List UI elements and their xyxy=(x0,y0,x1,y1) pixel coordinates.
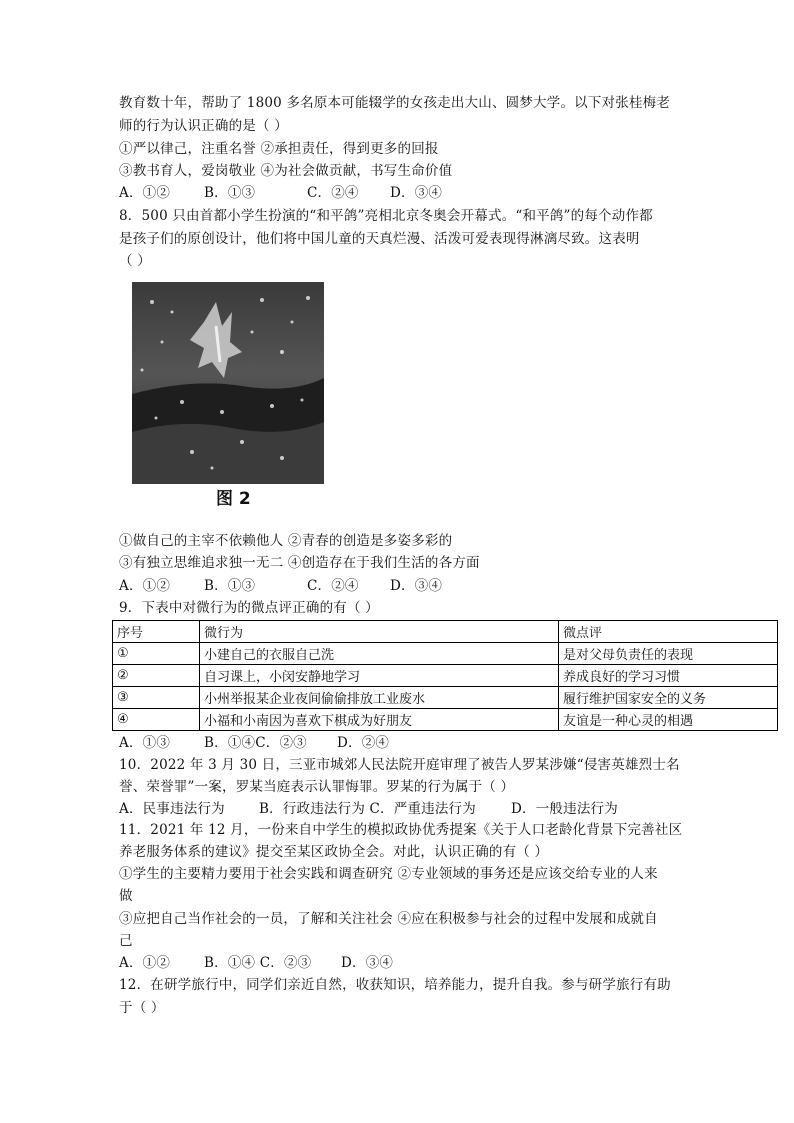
q7-option-a: A．①② xyxy=(119,185,171,201)
q8-options xyxy=(119,576,442,596)
header-number: 序号 xyxy=(113,621,200,643)
table-row xyxy=(113,665,778,687)
q11-line2: 养老服务体系的建议》提交至某区政协全会。对此，认识正确的有（ ） xyxy=(119,844,549,860)
row-comment: 履行维护国家安全的义务 xyxy=(559,687,778,709)
q7-option-b: B．①③ xyxy=(204,185,256,201)
photo-image xyxy=(132,282,324,484)
q7-option-d: D．③④ xyxy=(390,185,443,201)
table-row xyxy=(113,687,778,709)
row-behavior: 自习课上，小闵安静地学习 xyxy=(200,665,559,687)
q10-option-a: A．民事违法行为 xyxy=(119,801,225,817)
q12-line2: 于（ ） xyxy=(119,1000,165,1016)
row-number: ① xyxy=(113,643,200,665)
header-comment: 微点评 xyxy=(559,621,778,643)
q11-option-d: D．③④ xyxy=(341,955,394,971)
q8-line1: 8．500 只由首都小学生扮演的“和平鸽”亮相北京冬奥会开幕式。“和平鸽”的每个动作都 xyxy=(119,208,653,224)
q12-line1: 12．在研学旅行中，同学们亲近自然，收获知识，培养能力，提升自我。参与研学旅行有助 xyxy=(119,977,671,993)
table-header-row xyxy=(113,621,778,643)
q8-line3: （ ） xyxy=(119,253,151,269)
q8-option-a: A．①② xyxy=(119,578,171,594)
q8-option-c: C．②④ xyxy=(307,578,359,594)
row-comment: 养成良好的学习习惯 xyxy=(559,665,778,687)
q10-line1: 10．2022 年 3 月 30 日，三亚市城郊人民法院开庭审理了被告人罗某涉嫌“侵害英雄烈士名 xyxy=(119,757,680,773)
row-number: ③ xyxy=(113,687,200,709)
row-behavior: 小州举报某企业夜间偷偷排放工业废水 xyxy=(200,687,559,709)
q10-option-d: D．一般违法行为 xyxy=(511,801,618,817)
q11-statement-2-cont: 己 xyxy=(119,933,133,949)
row-comment: 友谊是一种心灵的相遇 xyxy=(559,709,778,731)
q7-line1: 教育数十年，帮助了 1800 多名原本可能辍学的女孩走出大山、圆梦大学。以下对张桂梅老 xyxy=(119,95,671,111)
q11-option-bc: B．①④ C．②③ xyxy=(204,955,312,971)
q9-options xyxy=(119,733,389,753)
q10-options xyxy=(119,799,618,819)
q9-option-bc: B．①④C．②③ xyxy=(204,735,307,751)
q7-options xyxy=(119,183,442,203)
q9-option-d: D．②④ xyxy=(337,735,390,751)
figure-caption: 图 2 xyxy=(216,489,251,509)
q9-line1: 9．下表中对微行为的微点评正确的有（ ） xyxy=(119,600,379,616)
q11-options xyxy=(119,953,393,973)
q11-statement-1: ①学生的主要精力要用于社会实践和调查研究 ②专业领域的事务还是应该交给专业的人来 xyxy=(119,866,658,882)
q8-statement-1: ①做自己的主宰不依赖他人 ②青春的创造是多姿多彩的 xyxy=(119,533,453,549)
q11-line1: 11．2021 年 12 月，一份来自中学生的模拟政协优秀提案《关于人口老龄化背景下完善社区 xyxy=(119,822,683,838)
q8-option-d: D．③④ xyxy=(390,578,443,594)
q7-statement-2: ③教书育人，爱岗敬业 ④为社会做贡献，书写生命价值 xyxy=(119,163,453,179)
q8-option-b: B．①③ xyxy=(204,578,256,594)
table-row xyxy=(113,709,778,731)
q11-statement-1-cont: 做 xyxy=(119,888,133,904)
row-behavior: 小福和小南因为喜欢下棋成为好朋友 xyxy=(200,709,559,731)
q8-line2: 是孩子们的原创设计，他们将中国儿童的天真烂漫、活泼可爱表现得淋漓尽致。这表明 xyxy=(119,231,640,247)
row-behavior: 小建自己的衣服自己洗 xyxy=(200,643,559,665)
opening-ceremony-photo xyxy=(132,282,324,484)
row-number: ② xyxy=(113,665,200,687)
q8-statement-2: ③有独立思维追求独一无二 ④创造存在于我们生活的各方面 xyxy=(119,555,480,571)
q10-line2: 誉、荣誉罪”一案，罗某当庭表示认罪悔罪。罗某的行为属于（ ） xyxy=(119,779,515,795)
q7-line2: 师的行为认识正确的是（ ） xyxy=(119,118,288,134)
table-row xyxy=(113,643,778,665)
q7-statement-1: ①严以律己，注重名誉 ②承担责任，得到更多的回报 xyxy=(119,141,439,157)
q11-statement-2: ③应把自己当作社会的一员，了解和关注社会 ④应在积极参与社会的过程中发展和成就自 xyxy=(119,911,658,927)
q9-option-a: A．①③ xyxy=(119,735,171,751)
q9-table xyxy=(112,620,778,731)
q10-option-bc: B．行政违法行为 C．严重违法行为 xyxy=(259,801,476,817)
row-comment: 是对父母负责任的表现 xyxy=(559,643,778,665)
header-behavior: 微行为 xyxy=(200,621,559,643)
q11-option-a: A．①② xyxy=(119,955,171,971)
row-number: ④ xyxy=(113,709,200,731)
q7-option-c: C．②④ xyxy=(307,185,359,201)
